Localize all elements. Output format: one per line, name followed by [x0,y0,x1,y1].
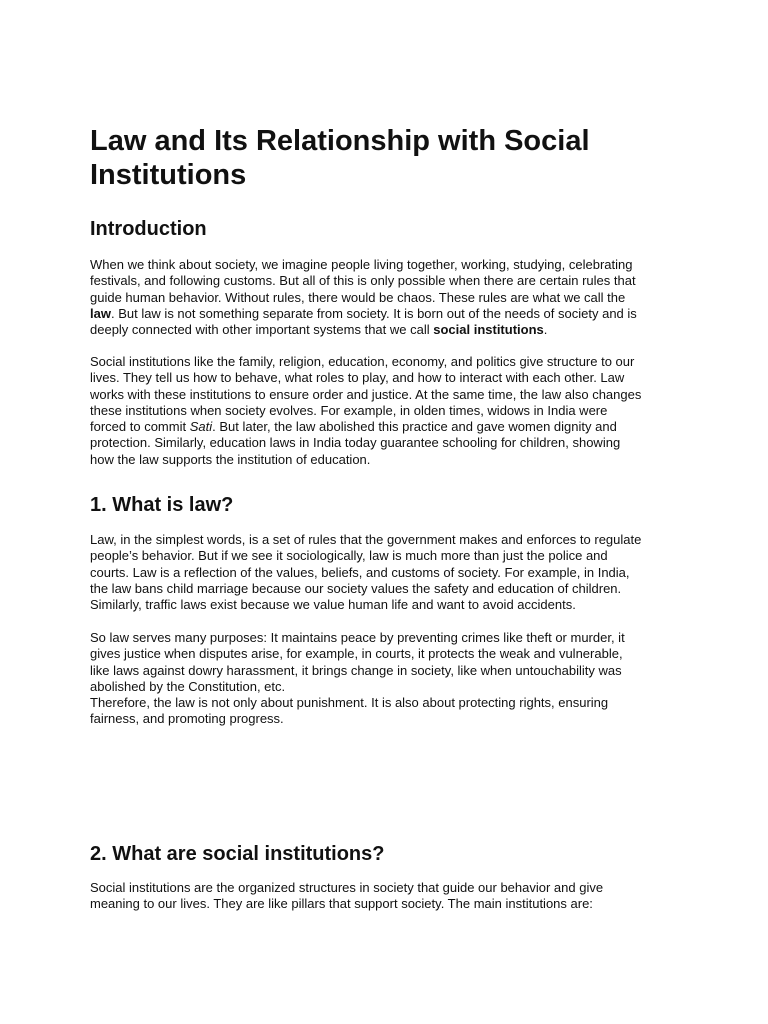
text-line: these institutions when society evolves. For example, in olden times, widows in India were [90,402,608,418]
text-run: . But later, the law abolished this practice and gave women dignity and [212,419,617,435]
text-line: So law serves many purposes: It maintains peace by preventing crimes like theft or murder, it [90,630,625,645]
section-2-paragraph-1 [90,880,690,913]
text-line: protection. Similarly, education laws in India today guarantee schooling for children, showing [90,435,621,451]
text-run: . [543,322,548,338]
text-line: works with these institutions to ensure order and justice. At the same time, the law also changes [90,386,642,402]
text-line: festivals, and following customs. But all of this is only possible when there are certain rules that [90,273,636,289]
text-line: courts. Law is a reflection of the values, beliefs, and customs of society. For example, in India, [90,564,630,580]
intro-heading: Introduction [90,218,207,240]
bold-term-social-institutions: social institutions [433,322,544,338]
text-line: Social institutions are the organized structures in society that guide our behavior and give [90,880,604,895]
text-line: gives justice when disputes arise, for example, in courts, it protects the weak and vulnerable, [90,646,623,662]
text-line: lives. They tell us how to behave, what roles to play, and how to interact with each other. Law [90,370,625,386]
text-line: guide human behavior. Without rules, there would be chaos. These rules are what we call the [90,289,626,305]
text-line [90,306,637,321]
text-run: . But law is not something separate from society. It is born out of the needs of society and is [110,305,637,321]
text-line: fairness, and promoting progress. [90,711,284,727]
text-line: like laws against dowry harassment, it brings change in society, like when untouchability was [90,662,622,678]
text-line: abolished by the Constitution, etc. [90,678,286,694]
text-line [90,419,617,434]
section-1-paragraph-1 [90,532,690,613]
text-line: the law bans child marriage because our society values the safety and education of children. [90,580,622,596]
bold-term-law: law [90,305,111,321]
text-line: how the law supports the institution of education. [90,451,371,467]
text-line: Therefore, the law is not only about punishment. It is also about protecting rights, ensuring [90,695,609,711]
text-line: Social institutions like the family, religion, education, economy, and politics give structure to our [90,354,635,369]
text-run: deeply connected with other important systems that we call [90,322,434,338]
title-line: Institutions [90,159,247,191]
section-1-heading: 1. What is law? [90,494,234,516]
italic-term-sati: Sati [189,419,213,435]
text-line: meaning to our lives. They are like pillars that support society. The main institutions are: [90,896,593,912]
text-line: people’s behavior. But if we see it sociologically, law is much more than just the police and [90,548,608,564]
document-title [90,124,690,192]
text-line [90,322,547,337]
section-2-heading: 2. What are social institutions? [90,843,385,865]
text-line: When we think about society, we imagine people living together, working, studying, celebrating [90,257,633,272]
intro-paragraph-2 [90,354,690,468]
title-line: Law and Its Relationship with Social [90,125,590,157]
intro-paragraph-1 [90,257,690,338]
section-1-paragraph-2 [90,630,690,728]
text-run: forced to commit [90,419,190,435]
text-line: Law, in the simplest words, is a set of rules that the government makes and enforces to regulate [90,532,642,547]
text-line: Similarly, traffic laws exist because we value human life and want to avoid accidents. [90,597,576,613]
